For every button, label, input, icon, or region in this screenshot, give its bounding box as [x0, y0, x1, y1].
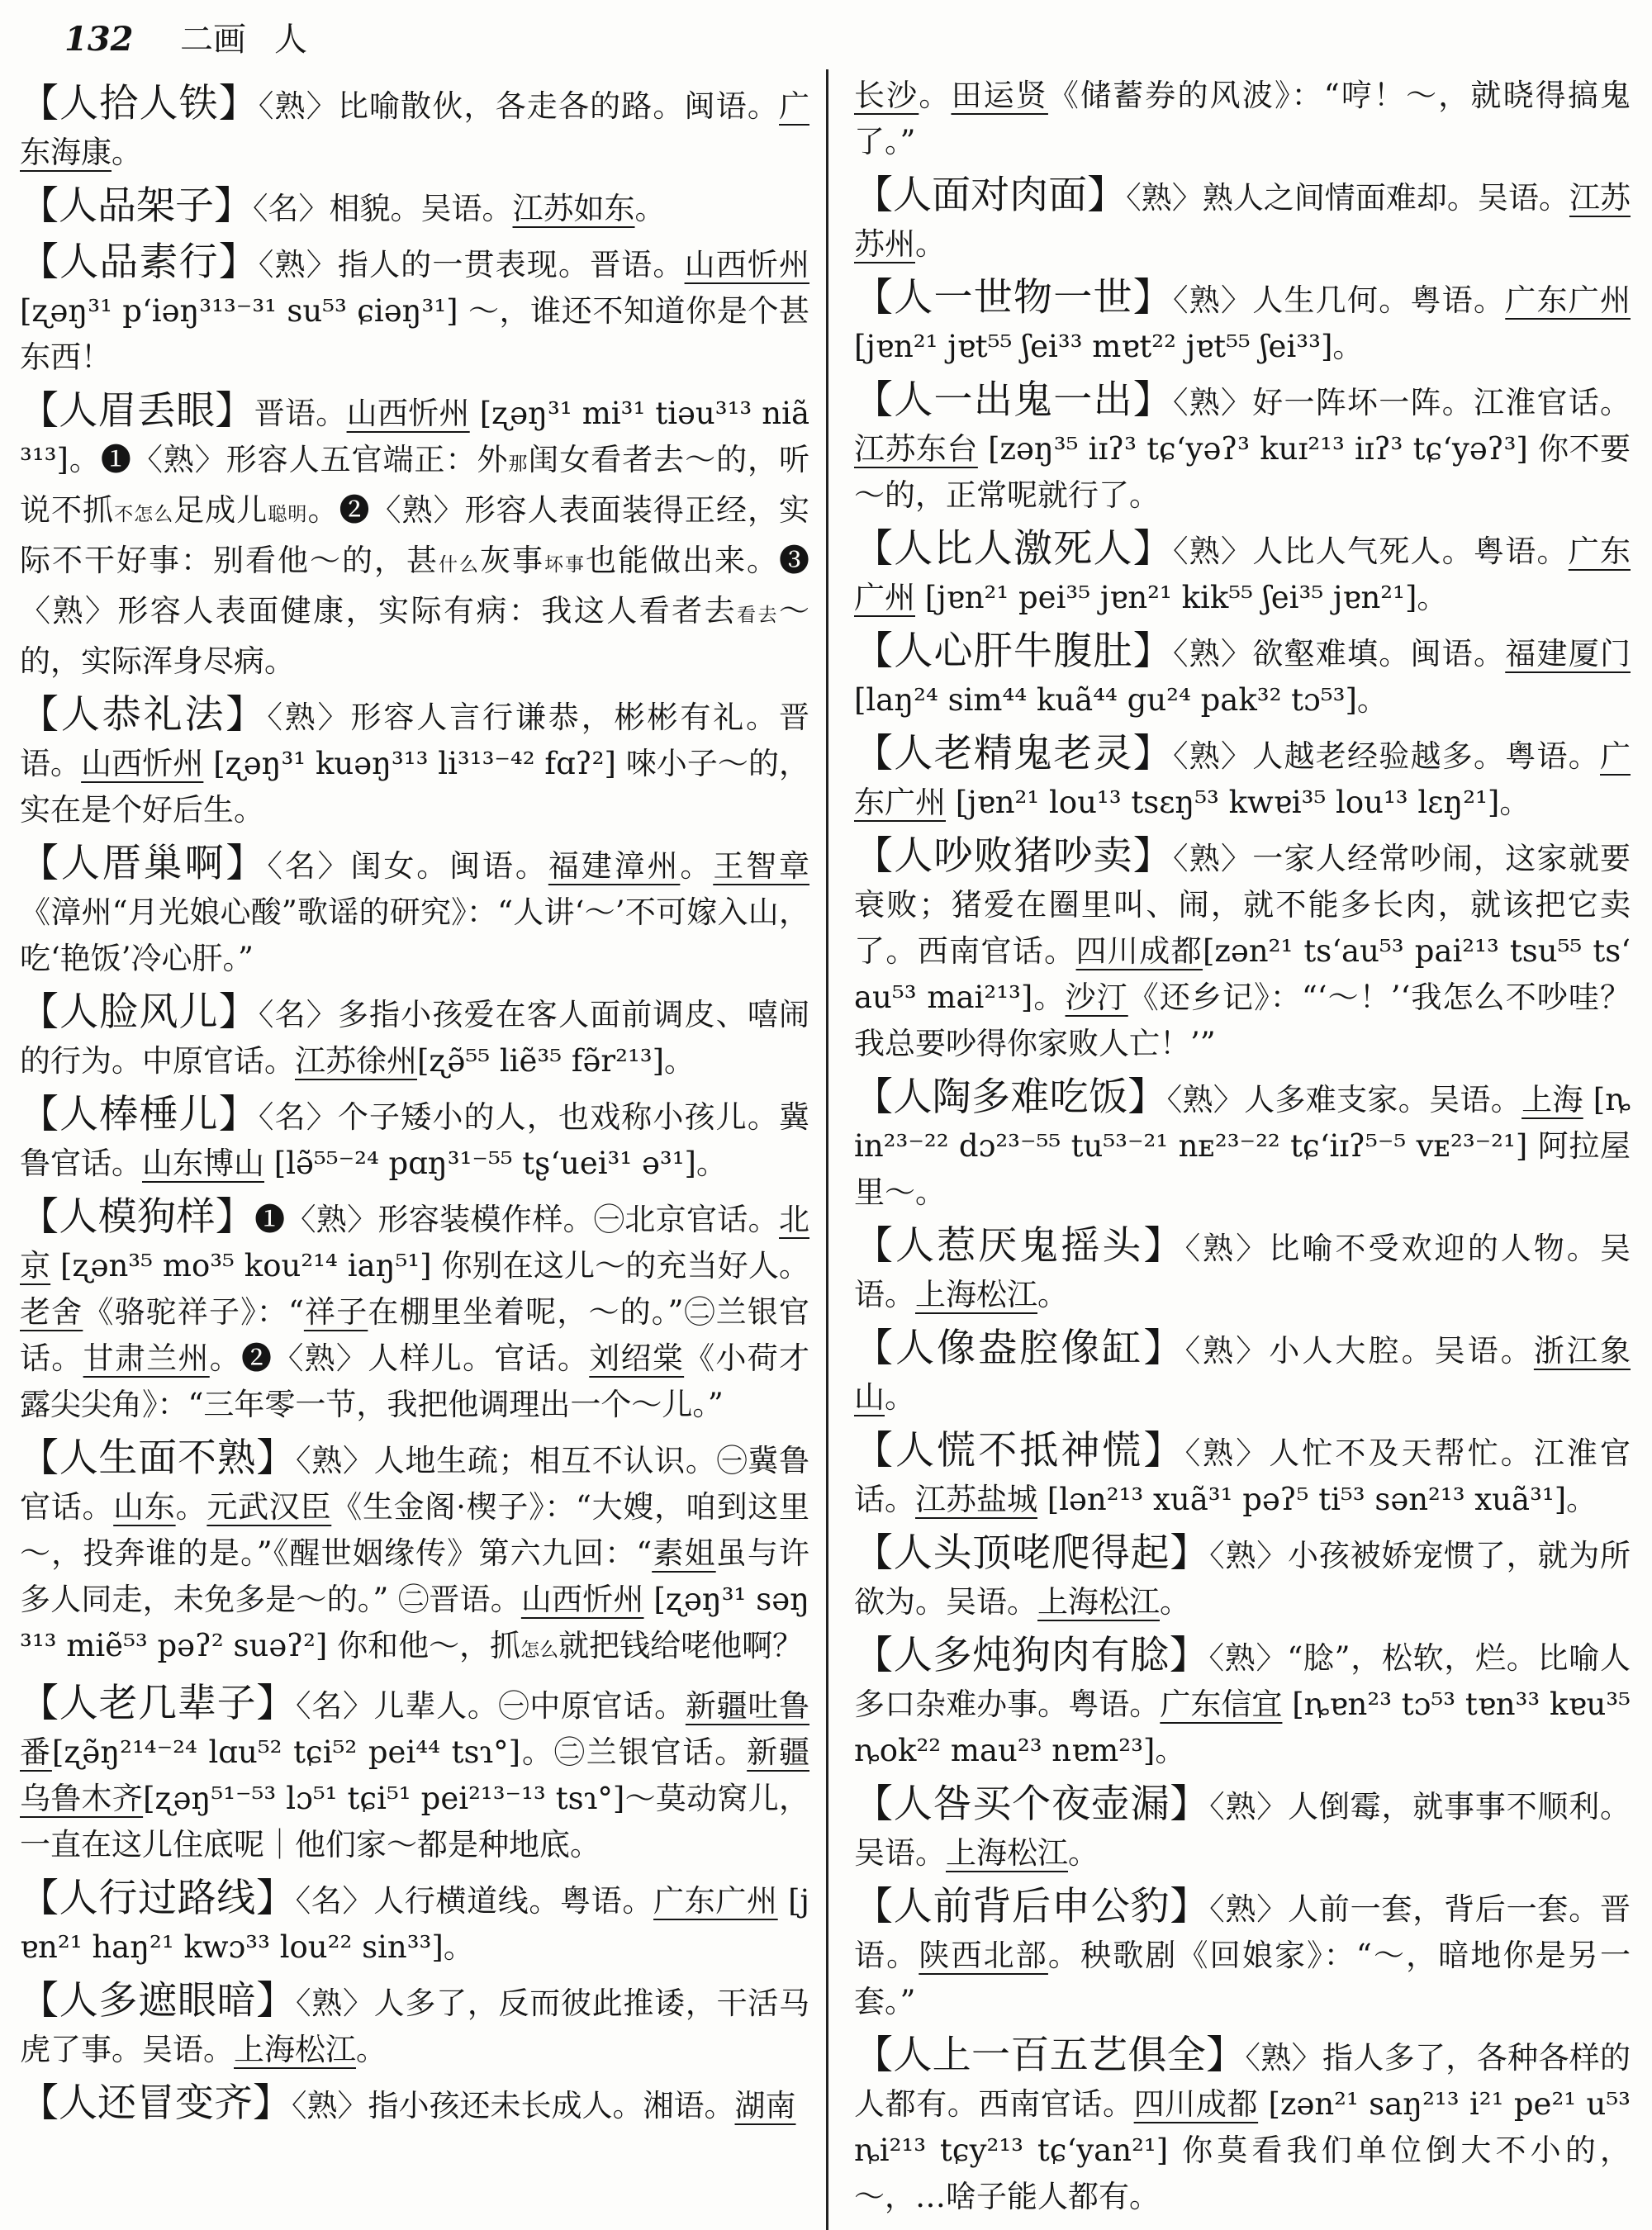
entry-headword: 【人眉丢眼】 — [20, 388, 254, 434]
entry-text: 〈熟〉人忙不及天帮忙。江淮官话。 — [854, 1435, 1631, 1517]
entry-headword: 【人厝巢啊】 — [20, 841, 268, 886]
gloss-text: 什么 — [439, 554, 480, 576]
entry-text: 〈熟〉一家人经常吵闹，这家就要衰败；猪爱在圈里叫、闹，就不能多长肉，就该把它卖了。西南官话。 — [854, 841, 1631, 969]
entry-text: 。秧歌剧《回娘家》：“～，暗地你是另一套。” — [854, 1938, 1631, 2019]
entry-text: [laŋ²⁴ sim⁴⁴ kuã⁴⁴ gu²⁴ pak³² tɔ⁵³]。 — [854, 682, 1388, 718]
underlined-term: 刘绍棠 — [589, 1340, 685, 1376]
radical-label: 人 — [274, 21, 307, 59]
entry-text: 足成儿 — [173, 492, 268, 528]
dictionary-entry — [854, 1326, 1631, 1421]
entry-headword: 【人陶多难吃饭】 — [854, 1075, 1167, 1120]
entry-text: [lə̃⁵⁵⁻²⁴ pɑŋ³¹⁻⁵⁵ tʂʻuei³¹ ə³¹]。 — [264, 1146, 727, 1181]
dictionary-entry — [854, 1428, 1631, 1523]
dictionary-entry — [20, 1876, 809, 1971]
entry-text: 。 — [915, 226, 946, 262]
entry-text: 〈熟〉指人的一贯表现。晋语。 — [258, 247, 685, 282]
entry-headword: 【人一世物一世】 — [854, 275, 1173, 320]
dictionary-entry — [854, 629, 1631, 724]
entry-text: [lən²¹³ xuã³¹ pəʔ⁵ ti⁵³ sən²¹³ xuã³¹]。 — [1037, 1482, 1597, 1517]
entry-text: 。 — [356, 2032, 387, 2067]
entry-headword: 【人生面不熟】 — [20, 1435, 297, 1481]
entry-text: 《储蓄券的风波》：“哼！～，就晓得搞鬼了。” — [854, 78, 1631, 159]
gloss-text: 坏事 — [544, 554, 586, 576]
dictionary-entry — [20, 1681, 809, 1868]
underlined-term: 江苏徐州 — [295, 1043, 417, 1079]
entry-text: 〈熟〉“腍”，松软，烂。比喻人多口杂难办事。粤语。 — [854, 1640, 1631, 1722]
entry-text: 〈熟〉好一阵坏一阵。江淮官话。 — [1173, 385, 1631, 420]
entry-text: 闺女看者去～的，听说不抓 — [20, 442, 809, 528]
underlined-term: 浙江象山 — [854, 1333, 1631, 1415]
entry-text: 。 — [634, 191, 666, 226]
entry-text: 。 — [112, 135, 142, 170]
underlined-term: 广东广州 — [854, 534, 1631, 615]
column-divider — [826, 69, 828, 2230]
entry-text: 。 — [885, 1379, 915, 1415]
entry-headword: 【人脸风儿】 — [20, 989, 259, 1035]
underlined-term: 北京 — [20, 1202, 809, 1283]
entry-text: 〈熟〉人比人气死人。粤语。 — [1173, 534, 1569, 569]
underlined-term: 广东广州 — [1505, 282, 1631, 318]
entry-text: 〈熟〉人越老经验越多。粤语。 — [1173, 738, 1600, 774]
entry-text: 也能做出来。❸〈熟〉形容人表面健康，实际有病：我这人看者去 — [20, 543, 809, 629]
dictionary-entry — [20, 81, 809, 176]
underlined-term: 山东博山 — [142, 1146, 264, 1181]
entry-text: 灰事 — [480, 543, 544, 578]
underlined-term: 广东广州 — [653, 1883, 778, 1919]
underlined-term: 沙汀 — [1065, 980, 1128, 1015]
entry-headword: 【人前背后申公豹】 — [854, 1884, 1210, 1929]
entry-text: 。❷〈熟〉人样儿。官话。 — [209, 1340, 590, 1376]
entry-headword: 【人多炖狗肉有腍】 — [854, 1633, 1209, 1678]
underlined-term: 长沙 — [854, 78, 919, 113]
entry-text: 〈熟〉熟人之间情面难却。吴语。 — [1126, 180, 1569, 216]
dictionary-entry — [854, 73, 1631, 165]
underlined-term: 福建漳州 — [548, 848, 681, 884]
entry-headword: 【人模狗样】 — [20, 1194, 255, 1240]
entry-headword: 【人一出鬼一出】 — [854, 377, 1173, 423]
entry-text: 〈名〉个子矮小的人，也戏称小孩儿。冀鲁官话。 — [20, 1099, 809, 1181]
underlined-term: 山西忻州 — [346, 396, 470, 431]
entry-text: [zəŋ³⁵ iɪʔ³ tɕʻyəʔ³ kuɪ²¹³ iɪʔ³ tɕʻyəʔ³] 你不要～的，正常呢就行了。 — [854, 431, 1631, 513]
dictionary-entry — [854, 833, 1631, 1067]
entry-headword: 【人惹厌鬼摇头】 — [854, 1223, 1185, 1269]
underlined-term: 新疆乌鲁木齐 — [20, 1734, 809, 1816]
entry-text: 。 — [1037, 1277, 1068, 1312]
entry-text: 〈熟〉人生几何。粤语。 — [1173, 282, 1506, 318]
entry-text: 《小荷才露尖尖角》：“三年零一节，我把他调理出一个～儿。” — [20, 1340, 809, 1422]
entry-text: 。 — [175, 1489, 207, 1525]
entry-headword: 【人还冒变齐】 — [20, 2081, 292, 2126]
dictionary-entry — [854, 731, 1631, 826]
entry-text: 〈熟〉小孩被娇宠惯了，就为所欲为。吴语。 — [854, 1538, 1631, 1620]
gloss-text: 聪明 — [268, 504, 308, 525]
underlined-term: 上海松江 — [915, 1277, 1037, 1312]
entry-text: 。❷〈熟〉形容人表面装得正经，实际不干好事：别看他～的，甚 — [20, 492, 809, 578]
underlined-term: 素姐 — [652, 1535, 716, 1571]
entry-text: 〈熟〉人多难支家。吴语。 — [1166, 1082, 1522, 1117]
entry-text: [ʐəŋ³¹ pʻiəŋ³¹³⁻³¹ su⁵³ ɕiəŋ³¹] ～，谁还不知道你是个甚东西！ — [20, 293, 809, 375]
underlined-term: 福建厦门 — [1505, 636, 1631, 671]
entry-text: 〈熟〉小人大腔。吴语。 — [1184, 1333, 1534, 1369]
gloss-text: 看去 — [737, 605, 780, 626]
underlined-term: 田运贤 — [951, 78, 1048, 113]
underlined-term: 江苏如东 — [512, 191, 635, 226]
entry-text: [ʐən³⁵ mo³⁵ kou²¹⁴ iaŋ⁵¹] 你别在这儿～的充当好人。 — [50, 1248, 809, 1283]
underlined-term: 四川成都 — [1133, 2086, 1259, 2122]
underlined-term: 陕西北部 — [919, 1938, 1048, 1973]
entry-headword: 【人老精鬼老灵】 — [854, 731, 1173, 776]
entry-headword: 【人慌不抵神慌】 — [854, 1428, 1185, 1473]
entry-headword: 【人品素行】 — [20, 240, 259, 285]
entry-text: [ʐəŋ⁵¹⁻⁵³ lɔ⁵¹ tɕi⁵¹ pei²¹³⁻¹³ tsɿ°]～莫动窝儿，一直在这儿住底呢｜他们家～都是种地底。 — [20, 1781, 809, 1862]
underlined-term: 王智章 — [713, 848, 809, 884]
entry-headword: 【人面对肉面】 — [854, 173, 1127, 218]
entry-text: 《骆驼祥子》：“ — [83, 1294, 304, 1330]
gloss-text: 那 — [508, 453, 529, 475]
underlined-term: 老舍 — [20, 1294, 83, 1330]
dictionary-entry — [20, 183, 809, 232]
left-column — [20, 81, 809, 2228]
entry-text: 〈名〉儿辈人。㊀中原官话。 — [296, 1688, 686, 1724]
entry-text: ❶〈熟〉形容装模作样。㊀北京官话。 — [254, 1202, 780, 1237]
underlined-term: 山西忻州 — [81, 746, 204, 781]
entry-headword: 【人咎买个夜壶漏】 — [854, 1782, 1210, 1827]
dictionary-entry — [20, 1194, 809, 1428]
entry-headword: 【人上一百五艺俱全】 — [854, 2033, 1246, 2078]
underlined-term: 祥子 — [303, 1294, 368, 1330]
entry-text: [ȵɐn²³ tɔ⁵³ tɐn³³ kɐu³⁵ ȵok²² mau²³ nɐm²³]。 — [854, 1687, 1631, 1768]
entry-headword: 【人头顶咾爬得起】 — [854, 1530, 1210, 1576]
entry-headword: 【人行过路线】 — [20, 1876, 296, 1921]
entry-text: 就把钱给咾他啊？ — [558, 1628, 804, 1663]
entry-text: 晋语。 — [254, 396, 347, 431]
right-column — [854, 73, 1631, 2220]
entry-text: 〈熟〉欲壑难填。闽语。 — [1173, 636, 1506, 671]
underlined-term: 上海 — [1521, 1082, 1583, 1117]
entry-text: 〈熟〉人地生疏；相互不认识。㊀冀鲁官话。 — [20, 1443, 809, 1525]
underlined-term: 江苏苏州 — [854, 180, 1631, 262]
underlined-term: 江苏盐城 — [915, 1482, 1037, 1517]
underlined-term: 湖南 — [734, 2088, 796, 2123]
entry-text: [ʐə̃ŋ²¹⁴⁻²⁴ lɑu⁵² tɕi⁵² pei⁴⁴ tsɿ°]。㊁兰银官话。 — [51, 1734, 748, 1770]
entry-text: 。 — [919, 78, 952, 113]
entry-text: [zən²¹ saŋ²¹³ i²¹ pe²¹ u⁵³ ȵi²¹³ tɕy²¹³ tɕʻyan²¹] 你莫看我们单位倒大不小的，～，…啥子能人都有。 — [854, 2086, 1631, 2214]
entry-text: 《生金阁·楔子》：“大嫂，咱到这里～，投奔谁的是。”《醒世姻缘传》第六九回：“ — [20, 1489, 809, 1571]
dictionary-entry — [854, 1075, 1631, 1216]
underlined-term: 广东广州 — [854, 738, 1631, 820]
dictionary-entry — [854, 526, 1631, 621]
underlined-term: 上海松江 — [234, 2032, 356, 2067]
entry-text: [jɐn²¹ lou¹³ tsɛŋ⁵³ kwɐi³⁵ lou¹³ lɛŋ²¹]。 — [946, 785, 1531, 820]
entry-text: 〈名〉多指小孩爱在客人面前调皮、嘻闹的行为。中原官话。 — [20, 997, 809, 1079]
entry-headword: 【人吵败猪吵卖】 — [854, 833, 1173, 879]
underlined-term: 广东信宜 — [1160, 1687, 1283, 1722]
entry-text: 〈熟〉人多了，反而彼此推诿，干活马虎了事。吴语。 — [20, 1986, 809, 2067]
entry-text: 〈熟〉指人多了，各种各样的人都有。西南官话。 — [854, 2040, 1631, 2122]
underlined-term: 山东 — [113, 1489, 176, 1525]
entry-text: 〈熟〉形容人言行谦恭，彬彬有礼。晋语。 — [20, 700, 809, 781]
entry-text: [ʐəŋ³¹ mi³¹ tiəu³¹³ niã³¹³]。❶〈熟〉形容人五官端正：外 — [20, 396, 809, 477]
entry-text: 〈名〉闺女。闽语。 — [267, 848, 548, 884]
entry-headword: 【人比人激死人】 — [854, 526, 1173, 572]
entry-headword: 【人品架子】 — [20, 183, 253, 229]
underlined-term: 山西忻州 — [684, 247, 809, 282]
underlined-term: 元武汉臣 — [206, 1489, 332, 1525]
dictionary-entry — [854, 2033, 1631, 2220]
entry-text: 〈熟〉人前一套，背后一套。晋语。 — [854, 1891, 1631, 1973]
dictionary-entry — [20, 2081, 809, 2129]
entry-headword: 【人多遮眼暗】 — [20, 1978, 297, 2024]
entry-text: [zən²¹ tsʻau⁵³ pai²¹³ tsu⁵⁵ tsʻau⁵³ mai²¹³]。 — [854, 933, 1631, 1015]
entry-text: [ȵin²³⁻²² dɔ²³⁻⁵⁵ tu⁵³⁻²¹ nᴇ²³⁻²² tɕʻiɪʔ⁵⁻⁵ vᴇ²³⁻²¹] 阿拉屋里～。 — [854, 1082, 1631, 1210]
dictionary-entry — [20, 692, 809, 833]
entry-text: 〈熟〉比喻散伙，各走各的路。闽语。 — [258, 88, 780, 124]
entry-text: 。 — [680, 848, 714, 884]
entry-text: 〈熟〉比喻不受欢迎的人物。吴语。 — [854, 1231, 1631, 1312]
dictionary-entry — [854, 1530, 1631, 1625]
entry-headword: 【人恭礼法】 — [20, 692, 268, 738]
entry-text: 〈名〉相貌。吴语。 — [253, 191, 513, 226]
entry-text: 。 — [1160, 1584, 1190, 1620]
underlined-term: 甘肃兰州 — [83, 1340, 210, 1376]
entry-text: 虽与许多人同走，未免多是～的。” ㊁晋语。 — [20, 1535, 809, 1617]
dictionary-entry — [20, 841, 809, 982]
underlined-term: 广东海康 — [20, 88, 809, 170]
entry-text: 在棚里坐着呢，～的。”㊁兰银官话。 — [20, 1294, 809, 1376]
dictionary-entry — [854, 275, 1631, 370]
stroke-section-label: 二画 — [180, 21, 246, 59]
dictionary-entry — [854, 173, 1631, 268]
entry-text: [jɐn²¹ haŋ²¹ kwɔ³³ lou²² sin³³]。 — [20, 1883, 809, 1965]
entry-text: [jɐn²¹ jɐt⁵⁵ ʃei³³ mɐt²² jɐt⁵⁵ ʃei³³]。 — [854, 329, 1364, 364]
underlined-term: 上海松江 — [1037, 1584, 1160, 1620]
entry-text: 。 — [1068, 1835, 1099, 1871]
entry-text: 《还乡记》：“‘～！’‘我怎么不吵哇？我总要吵得你家败人亡！’” — [854, 980, 1631, 1061]
entry-text: 《漳州“月光娘心酸”歌谣的研究》：“人讲‘～’不可嫁入山，吃‘艳饭’冷心肝。” — [20, 894, 809, 976]
entry-text: ～的，实际浑身尽病。 — [20, 593, 809, 679]
dictionary-entry — [20, 1978, 809, 2073]
entry-headword: 【人棒棰儿】 — [20, 1092, 259, 1137]
entry-text: [jɐn²¹ pei³⁵ jɐn²¹ kik⁵⁵ ʃei³⁵ jɐn²¹]。 — [915, 580, 1448, 615]
dictionary-entry — [854, 1782, 1631, 1877]
dictionary-entry — [20, 1092, 809, 1187]
underlined-term: 四川成都 — [1075, 933, 1203, 969]
underlined-term: 山西忻州 — [520, 1582, 644, 1617]
page-number: 132 — [64, 20, 134, 59]
dictionary-entry — [854, 1884, 1631, 2025]
entry-text: 〈熟〉人倒霉，就事事不顺利。吴语。 — [854, 1789, 1631, 1871]
entry-headword: 【人心肝牛腹肚】 — [854, 629, 1173, 674]
entry-text: [ʐəŋ³¹ səŋ³¹³ miẽ⁵³ pəʔ² suəʔ²] 你和他～，抓 — [20, 1582, 809, 1663]
entry-headword: 【人老几辈子】 — [20, 1681, 297, 1726]
dictionary-entry — [854, 1223, 1631, 1318]
entry-headword: 【人拾人铁】 — [20, 81, 259, 126]
entry-text: [ʐəŋ³¹ kuəŋ³¹³ li³¹³⁻⁴² fɑʔ²] 唻小子～的，实在是个好后生。 — [20, 746, 809, 828]
dictionary-entry — [20, 388, 809, 685]
dictionary-entry — [20, 989, 809, 1084]
entry-text: 〈名〉人行横道线。粤语。 — [295, 1883, 654, 1919]
gloss-text: 怎么 — [520, 1639, 559, 1661]
dictionary-entry — [854, 1633, 1631, 1774]
dictionary-entry — [20, 240, 809, 381]
entry-text: 〈熟〉指小孩还未长成人。湘语。 — [292, 2088, 735, 2123]
dictionary-entry — [20, 1435, 809, 1673]
gloss-text: 不怎么 — [114, 504, 174, 525]
dictionary-entry — [854, 377, 1631, 519]
underlined-term: 上海松江 — [946, 1835, 1068, 1871]
entry-headword: 【人像盎腔像缸】 — [854, 1326, 1185, 1371]
underlined-term: 江苏东台 — [854, 431, 978, 467]
underlined-term: 新疆吐鲁番 — [20, 1688, 809, 1770]
entry-text: [ʐə̃⁵⁵ liẽ³⁵ fə̃r²¹³]。 — [417, 1043, 695, 1079]
